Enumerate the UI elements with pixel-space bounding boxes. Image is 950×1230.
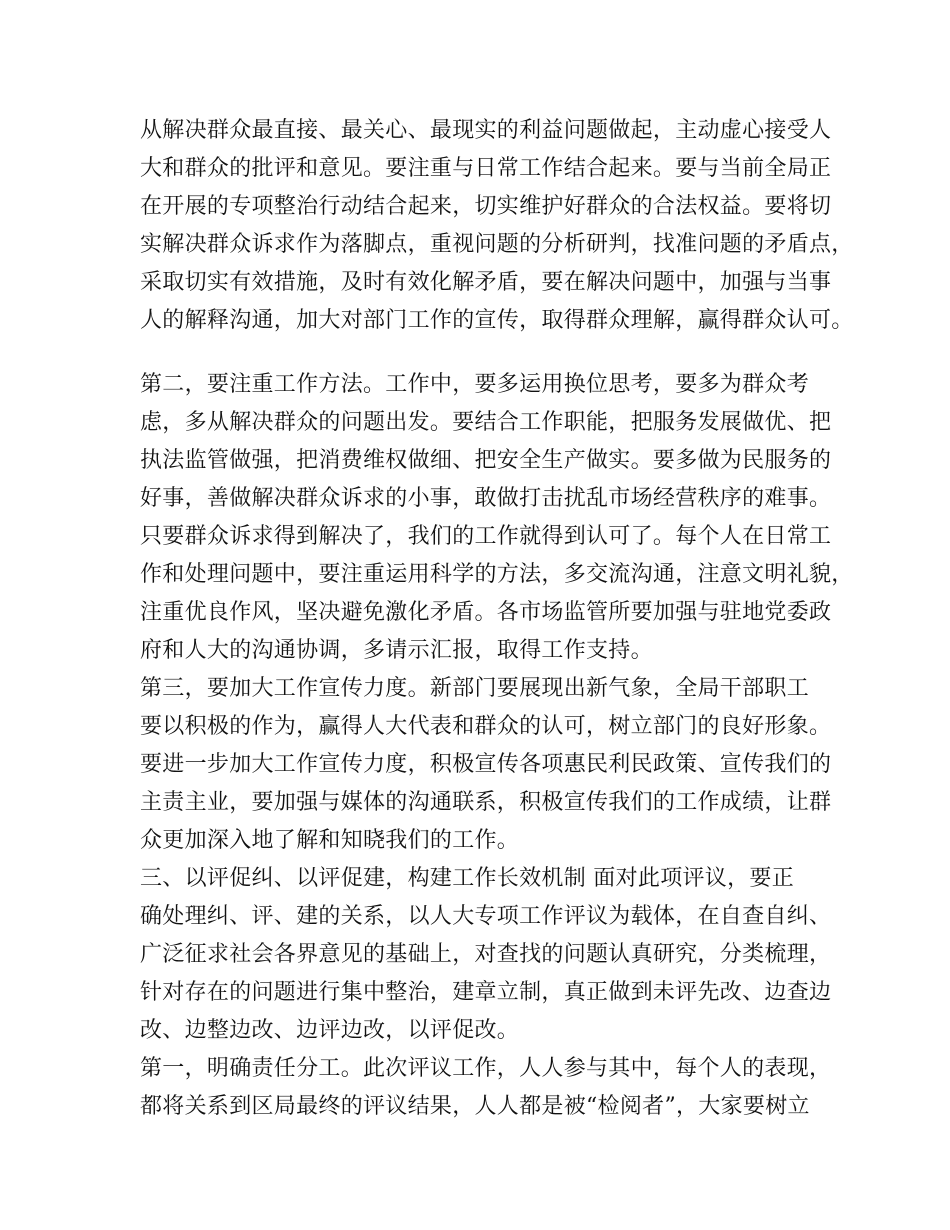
text-line: 作和处理问题中，要注重运用科学的方法，多交流沟通，注意文明礼貌， (140, 562, 854, 587)
text-line: 在开展的专项整治行动结合起来，切实维护好群众的合法权益。要将切 (140, 194, 832, 219)
text-line: 要进一步加大工作宣传力度，积极宣传各项惠民利民政策、宣传我们的 (140, 752, 832, 777)
text-line: 虑，多从解决群众的问题出发。要结合工作职能，把服务发展做优、把 (140, 410, 832, 435)
text-line: 实解决群众诉求作为落脚点，重视问题的分析研判，找准问题的矛盾点， (140, 232, 854, 257)
text-line: 府和人大的沟通协调，多请示汇报，取得工作支持。 (140, 638, 653, 663)
text-line: 要以积极的作为，赢得人大代表和群众的认可，树立部门的良好形象。 (140, 714, 832, 739)
text-line: 广泛征求社会各界意见的基础上，对查找的问题认真研究，分类梳理， (140, 942, 832, 967)
text-line: 好事，善做解决群众诉求的小事，敢做打击扰乱市场经营秩序的难事。 (140, 486, 832, 511)
text-line: 三、以评促纠、以评促建，构建工作长效机制 面对此项评议，要正 (140, 866, 794, 891)
text-line: 采取切实有效措施，及时有效化解矛盾，要在解决问题中，加强与当事 (140, 270, 832, 295)
text-line: 针对存在的问题进行集中整治，建章立制，真正做到未评先改、边查边 (140, 980, 832, 1005)
text-line: 第三，要加大工作宣传力度。新部门要展现出新气象，全局干部职工 (140, 676, 810, 701)
text-line: 只要群众诉求得到解决了，我们的工作就得到认可了。每个人在日常工 (140, 524, 832, 549)
text-line: 第二，要注重工作方法。工作中，要多运用换位思考，要多为群众考 (140, 372, 810, 397)
text-line: 众更加深入地了解和知晓我们的工作。 (140, 828, 520, 853)
text-line: 执法监管做强，把消费维权做细、把安全生产做实。要多做为民服务的 (140, 448, 832, 473)
text-line: 从解决群众最直接、最关心、最现实的利益问题做起，主动虚心接受人 (140, 118, 832, 143)
text-line: 都将关系到区局最终的评议结果，人人都是被“检阅者”，大家要树立 (140, 1094, 810, 1119)
document-body (140, 112, 854, 1126)
text-line: 人的解释沟通，加大对部门工作的宣传，取得群众理解，赢得群众认可。 (140, 308, 854, 333)
paragraph-gap (140, 340, 830, 366)
text-line: 主责主业，要加强与媒体的沟通联系，积极宣传我们的工作成绩，让群 (140, 790, 832, 815)
text-line: 第一，明确责任分工。此次评议工作，人人参与其中，每个人的表现， (140, 1056, 832, 1081)
text-line: 改、边整边改、边评边改，以评促改。 (140, 1018, 520, 1043)
text-line: 注重优良作风，坚决避免激化矛盾。各市场监管所要加强与驻地党委政 (140, 600, 832, 625)
text-line: 大和群众的批评和意见。要注重与日常工作结合起来。要与当前全局正 (140, 156, 832, 181)
text-line: 确处理纠、评、建的关系，以人大专项工作评议为载体，在自查自纠、 (140, 904, 832, 929)
